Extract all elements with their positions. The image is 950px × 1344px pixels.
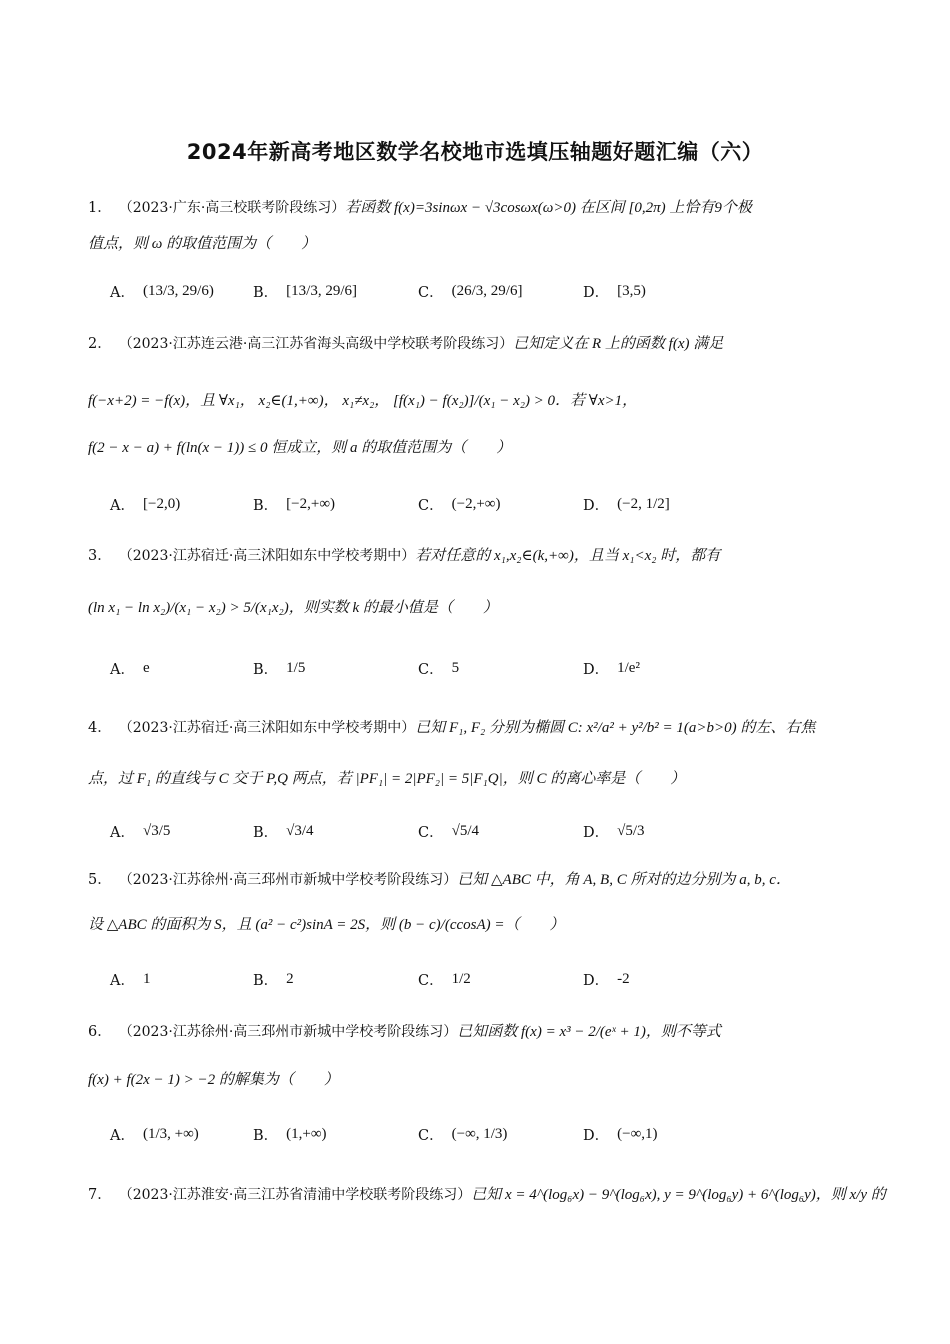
option-a[interactable] [110, 645, 150, 691]
question-2-line-3 [88, 437, 890, 459]
option-c[interactable] [418, 645, 459, 691]
question-6-options [110, 1111, 890, 1157]
option-d[interactable] [583, 808, 645, 854]
question-text: 已知 △ABC 中，角 A, B, C 所对的边分别为 a, b, c． [457, 872, 791, 888]
question-4-line-1 [88, 717, 890, 739]
question-source: （2023·江苏宿迁·高三沭阳如东中学校考期中） [125, 548, 416, 564]
option-value: [13/3, 29/6] [286, 282, 357, 299]
option-label: B． [253, 1127, 279, 1144]
option-value: 1 [142, 970, 151, 987]
question-2-options [110, 481, 890, 527]
page-title: 2024年新高考地区数学名校地市选填压轴题好题汇编（六） [186, 140, 764, 164]
option-label: C． [418, 824, 444, 841]
option-label: B． [253, 972, 279, 989]
option-d[interactable] [583, 481, 670, 527]
option-label: A． [110, 1127, 135, 1144]
question-source: （2023·江苏连云港·高三江苏省海头高级中学校联考阶段练习） [125, 336, 514, 352]
option-value: 1/2 [451, 970, 471, 987]
option-c[interactable] [418, 1111, 507, 1157]
question-number: 6． [88, 1024, 112, 1040]
question-5-line-2 [88, 914, 890, 936]
option-b[interactable] [253, 645, 305, 691]
option-value: √5/3 [617, 822, 645, 839]
option-a[interactable] [110, 268, 214, 314]
question-text: f(x) + f(2x − 1) > −2 的解集为（ ） [88, 1072, 339, 1088]
question-5-line-1 [88, 869, 890, 891]
option-c[interactable] [418, 956, 471, 1002]
question-2-line-1 [88, 333, 890, 355]
option-label: D． [583, 661, 610, 678]
option-value: (13/3, 29/6) [142, 282, 214, 299]
option-value: -2 [617, 970, 630, 987]
question-2-line-2 [88, 390, 890, 412]
question-5-options [110, 956, 890, 1002]
option-value: √3/5 [142, 822, 171, 839]
question-source: （2023·江苏徐州·高三邳州市新城中学校考阶段练习） [125, 1024, 458, 1040]
question-text: 若函数 f(x)=3sinωx − √3cosωx(ω>0) 在区间 [0,2π) 上恰有9个极 [345, 200, 752, 216]
option-a[interactable] [110, 956, 150, 1002]
option-value: √5/4 [451, 822, 480, 839]
option-a[interactable] [110, 481, 180, 527]
question-source: （2023·江苏徐州·高三邳州市新城中学校考阶段练习） [125, 872, 458, 888]
question-source: （2023·广东·高三校联考阶段练习） [125, 200, 346, 216]
option-value: √3/4 [286, 822, 314, 839]
option-value: [−2,+∞) [286, 495, 336, 512]
option-b[interactable] [253, 808, 314, 854]
question-text: 已知定义在 R 上的函数 f(x) 满足 [513, 336, 724, 352]
option-d[interactable] [583, 1111, 658, 1157]
option-b[interactable] [253, 481, 335, 527]
option-label: A． [110, 497, 135, 514]
option-value: 2 [286, 970, 294, 987]
option-d[interactable] [583, 956, 630, 1002]
option-value: (1/3, +∞) [142, 1125, 199, 1142]
question-3-options [110, 645, 890, 691]
question-source: （2023·江苏宿迁·高三沭阳如东中学校考期中） [125, 720, 416, 736]
option-label: D． [583, 497, 610, 514]
question-1-options [110, 268, 890, 314]
option-value: (−2,+∞) [451, 495, 501, 512]
option-value: e [142, 659, 150, 676]
question-1-line-2 [88, 233, 890, 255]
option-label: C． [418, 284, 444, 301]
question-7-line-1 [88, 1184, 890, 1206]
option-value: (−∞, 1/3) [451, 1125, 508, 1142]
option-b[interactable] [253, 956, 294, 1002]
question-text: 已知 F₁, F₂ 分别为椭圆 C: x²/a² + y²/b² = 1(a>b>0) 的左、右焦 [415, 720, 816, 736]
question-number: 1． [88, 200, 112, 216]
option-a[interactable] [110, 1111, 199, 1157]
option-label: A． [110, 824, 135, 841]
option-value: (26/3, 29/6] [451, 282, 523, 299]
option-value: (1,+∞) [286, 1125, 327, 1142]
option-c[interactable] [418, 481, 500, 527]
question-6-line-2 [88, 1069, 890, 1091]
question-text: (ln x₁ − ln x₂)/(x₁ − x₂) > 5/(x₁x₂)，则实数 k 的最小值是（ ） [88, 600, 498, 616]
option-value: (−∞,1) [617, 1125, 658, 1142]
question-3-line-2 [88, 597, 890, 619]
question-text: f(2 − x − a) + f(ln(x − 1)) ≤ 0 恒成立，则 a 的取值范围为（ ） [88, 440, 512, 456]
option-d[interactable] [583, 268, 646, 314]
option-value: 1/e² [617, 659, 640, 676]
question-number: 3． [88, 548, 112, 564]
option-a[interactable] [110, 808, 170, 854]
option-label: B． [253, 824, 279, 841]
question-number: 7． [88, 1187, 112, 1203]
option-label: C． [418, 497, 444, 514]
option-b[interactable] [253, 1111, 327, 1157]
option-label: A． [110, 972, 135, 989]
question-text: 点，过 F₁ 的直线与 C 交于 P,Q 两点，若 |PF₁| = 2|PF₂| = 5|F₁Q|，则 C 的离心率是（ ） [88, 771, 686, 787]
option-label: D． [583, 1127, 610, 1144]
option-label: C． [418, 661, 444, 678]
question-text: 已知 x = 4^(log₆x) − 9^(log₆x), y = 9^(log₆y) + 6^(log₆y)，则 x/y 的 [471, 1187, 886, 1203]
option-label: D． [583, 284, 610, 301]
option-label: D． [583, 972, 610, 989]
option-value: 1/5 [286, 659, 306, 676]
question-text: f(−x+2) = −f(x)，且 ∀x₁， x₂∈(1,+∞)， x₁≠x₂， [f(x₁) − f(x₂)]/(x₁ − x₂) > 0．若 ∀x>1， [88, 393, 638, 409]
option-c[interactable] [418, 808, 479, 854]
option-label: C． [418, 1127, 444, 1144]
option-c[interactable] [418, 268, 522, 314]
option-b[interactable] [253, 268, 357, 314]
question-text: 值点，则 ω 的取值范围为（ ） [88, 236, 317, 252]
question-number: 4． [88, 720, 112, 736]
option-label: C． [418, 972, 444, 989]
option-label: A． [110, 284, 135, 301]
option-value: (−2, 1/2] [617, 495, 670, 512]
option-label: A． [110, 661, 135, 678]
question-4-options [110, 808, 890, 854]
question-number: 5． [88, 872, 112, 888]
question-source: （2023·江苏淮安·高三江苏省清浦中学校联考阶段练习） [125, 1187, 472, 1203]
option-value: [−2,0) [142, 495, 181, 512]
question-text: 设 △ABC 的面积为 S，且 (a² − c²)sinA = 2S，则 (b − c)/(ccosA) =（ ） [88, 917, 565, 933]
option-label: B． [253, 661, 279, 678]
option-value: 5 [451, 659, 460, 676]
option-label: B． [253, 284, 279, 301]
question-6-line-1 [88, 1021, 890, 1043]
question-3-line-1 [88, 545, 890, 567]
option-label: B． [253, 497, 279, 514]
option-d[interactable] [583, 645, 640, 691]
option-label: D． [583, 824, 610, 841]
question-text: 若对任意的 x₁,x₂∈(k,+∞)，且当 x₁<x₂ 时，都有 [415, 548, 721, 564]
option-value: [3,5) [617, 282, 646, 299]
question-4-line-2 [88, 768, 890, 790]
question-1-line-1 [88, 197, 890, 219]
question-number: 2． [88, 336, 112, 352]
question-text: 已知函数 f(x) = x³ − 2/(eˣ + 1)，则不等式 [457, 1024, 721, 1040]
